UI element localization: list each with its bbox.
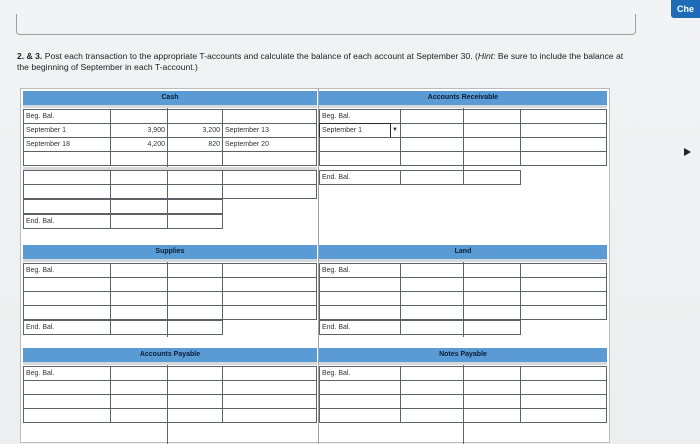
cash-row5-credit-label[interactable] [222, 184, 317, 199]
cash-end-bal-debit[interactable] [110, 214, 168, 229]
np-beg-bal-credit-label[interactable] [520, 366, 607, 381]
cash-row4-credit[interactable] [167, 170, 223, 185]
cash-end-bal-credit[interactable] [167, 214, 223, 229]
cash-row5-debit[interactable] [110, 184, 168, 199]
supplies-row1-credit[interactable] [167, 277, 223, 292]
land-row1-debit[interactable] [400, 277, 464, 292]
ap-row3-credit[interactable] [167, 408, 223, 423]
cash-row1-label[interactable]: September 1 [23, 123, 111, 138]
ap-beg-bal-credit[interactable] [167, 366, 223, 381]
ap-row1-credit-label[interactable] [222, 380, 317, 395]
ar-beg-bal-credit[interactable] [463, 109, 521, 124]
supplies-row1-credit-label[interactable] [222, 277, 317, 292]
land-row2-credit-label[interactable] [520, 291, 607, 306]
supplies-end-bal-debit[interactable] [110, 320, 168, 335]
ap-row2-debit[interactable] [110, 394, 168, 409]
land-band [319, 259, 607, 262]
land-end-bal-label[interactable]: End. Bal. [319, 320, 401, 335]
np-row2-debit[interactable] [400, 394, 464, 409]
ar-beg-bal-debit[interactable] [400, 109, 464, 124]
np-row2-credit-label[interactable] [520, 394, 607, 409]
ar-row3-label[interactable] [319, 151, 401, 166]
ar-row1-credit[interactable] [463, 123, 521, 138]
ar-row1-credit-label[interactable] [520, 123, 607, 138]
supplies-band [23, 259, 317, 262]
ap-band [23, 362, 317, 365]
supplies-end-bal-credit[interactable] [167, 320, 223, 335]
supplies-row2-label[interactable] [23, 291, 111, 306]
cash-row6-label[interactable] [23, 199, 111, 214]
cash-beg-bal-label[interactable]: Beg. Bal. [23, 109, 111, 124]
question-number: 2. & 3. [17, 51, 43, 61]
cash-row2-credit[interactable]: 820 [167, 137, 223, 152]
np-row2-label[interactable] [319, 394, 401, 409]
np-row1-credit[interactable] [463, 380, 521, 395]
cash-end-bal-label[interactable]: End. Bal. [23, 214, 111, 229]
cash-row1-credit-label[interactable]: September 13 [222, 123, 317, 138]
ar-beg-bal-label[interactable]: Beg. Bal. [319, 109, 401, 124]
cash-row3-label[interactable] [23, 151, 111, 166]
cash-row5-label[interactable] [23, 184, 111, 199]
cash-beg-bal-credit[interactable] [167, 109, 223, 124]
land-row3-credit[interactable] [463, 305, 521, 320]
supplies-beg-bal-label[interactable]: Beg. Bal. [23, 263, 111, 278]
ar-row3-debit[interactable] [400, 151, 464, 166]
notes-payable-header: Notes Payable [319, 348, 607, 362]
ar-row3-credit-label[interactable] [520, 151, 607, 166]
supplies-header: Supplies [23, 245, 317, 259]
cash-row1-debit[interactable]: 3,900 [110, 123, 168, 138]
hint-text: Be sure to include the balance at the beginning of September in each T-account.) [17, 51, 624, 72]
np-row2-credit[interactable] [463, 394, 521, 409]
cash-row4-label[interactable] [23, 170, 111, 185]
ap-row2-credit[interactable] [167, 394, 223, 409]
land-row1-credit[interactable] [463, 277, 521, 292]
instruction-body: Post each transaction to the appropriate T-accounts and calculate the balance of each account at September 30. ( [42, 51, 478, 61]
ap-beg-bal-credit-label[interactable] [222, 366, 317, 381]
ar-end-bal-debit[interactable] [400, 170, 464, 185]
land-end-bal-credit[interactable] [463, 320, 521, 335]
instruction-text [17, 51, 637, 73]
cash-row2-credit-label[interactable]: September 20 [222, 137, 317, 152]
supplies-row3-label[interactable] [23, 305, 111, 320]
supplies-beg-bal-credit-label[interactable] [222, 263, 317, 278]
check-button[interactable]: Che [671, 0, 700, 18]
land-row1-credit-label[interactable] [520, 277, 607, 292]
cash-row2-label[interactable]: September 18 [23, 137, 111, 152]
land-row2-credit[interactable] [463, 291, 521, 306]
accounts-receivable-header: Accounts Receivable [319, 91, 607, 105]
cash-row3-debit[interactable] [110, 151, 168, 166]
cash-row6-debit[interactable] [110, 199, 168, 214]
np-row1-credit-label[interactable] [520, 380, 607, 395]
cash-row4-credit-label[interactable] [222, 170, 317, 185]
cash-band [23, 105, 317, 108]
ar-beg-bal-credit-label[interactable] [520, 109, 607, 124]
np-beg-bal-label[interactable]: Beg. Bal. [319, 366, 401, 381]
land-beg-bal-label[interactable]: Beg. Bal. [319, 263, 401, 278]
cash-header: Cash [23, 91, 317, 105]
cash-row1-credit[interactable]: 3,200 [167, 123, 223, 138]
np-row1-label[interactable] [319, 380, 401, 395]
supplies-row3-debit[interactable] [110, 305, 168, 320]
cash-beg-bal-debit[interactable] [110, 109, 168, 124]
supplies-row2-credit-label[interactable] [222, 291, 317, 306]
land-beg-bal-credit[interactable] [463, 263, 521, 278]
ar-row1-debit[interactable] [400, 123, 464, 138]
ar-end-bal-label[interactable]: End. Bal. [319, 170, 401, 185]
supplies-row1-debit[interactable] [110, 277, 168, 292]
ap-row1-debit[interactable] [110, 380, 168, 395]
ar-row2-debit[interactable] [400, 137, 464, 152]
supplies-row1-label[interactable] [23, 277, 111, 292]
ar-row2-label[interactable] [319, 137, 401, 152]
np-row3-credit-label[interactable] [520, 408, 607, 423]
cash-row2-debit[interactable]: 4,200 [110, 137, 168, 152]
land-row3-credit-label[interactable] [520, 305, 607, 320]
ar-row2-credit[interactable] [463, 137, 521, 152]
ar-row3-credit[interactable] [463, 151, 521, 166]
ap-row1-credit[interactable] [167, 380, 223, 395]
np-band [319, 362, 607, 365]
ap-row3-debit[interactable] [110, 408, 168, 423]
ap-beg-bal-label[interactable]: Beg. Bal. [23, 366, 111, 381]
cursor-arrow-icon [684, 148, 691, 156]
ap-row3-credit-label[interactable] [222, 408, 317, 423]
land-row3-label[interactable] [319, 305, 401, 320]
supplies-beg-bal-debit[interactable] [110, 263, 168, 278]
supplies-row3-credit[interactable] [167, 305, 223, 320]
cash-row5-credit[interactable] [167, 184, 223, 199]
supplies-row2-debit[interactable] [110, 291, 168, 306]
land-header: Land [319, 245, 607, 259]
ap-row2-label[interactable] [23, 394, 111, 409]
cash-row4-debit[interactable] [110, 170, 168, 185]
cash-row6-credit[interactable] [167, 199, 223, 214]
previous-answer-box [16, 14, 636, 35]
np-row3-credit[interactable] [463, 408, 521, 423]
ap-beg-bal-debit[interactable] [110, 366, 168, 381]
land-beg-bal-debit[interactable] [400, 263, 464, 278]
cash-row3-credit-label[interactable] [222, 151, 317, 166]
land-row1-label[interactable] [319, 277, 401, 292]
ap-row3-label[interactable] [23, 408, 111, 423]
land-row2-debit[interactable] [400, 291, 464, 306]
cash-beg-bal-credit-label[interactable] [222, 109, 317, 124]
np-beg-bal-debit[interactable] [400, 366, 464, 381]
land-row2-label[interactable] [319, 291, 401, 306]
ar-end-bal-credit[interactable] [463, 170, 521, 185]
chevron-down-icon[interactable]: ▼ [391, 124, 399, 137]
accounts-payable-header: Accounts Payable [23, 348, 317, 362]
land-end-bal-debit[interactable] [400, 320, 464, 335]
np-row3-debit[interactable] [400, 408, 464, 423]
ar-row1-label-select[interactable]: September 1 [319, 123, 391, 138]
supplies-row3-credit-label[interactable] [222, 305, 317, 320]
cash-row3-credit[interactable] [167, 151, 223, 166]
np-row3-label[interactable] [319, 408, 401, 423]
np-row1-debit[interactable] [400, 380, 464, 395]
ar-row2-credit-label[interactable] [520, 137, 607, 152]
supplies-end-bal-label[interactable]: End. Bal. [23, 320, 111, 335]
land-row3-debit[interactable] [400, 305, 464, 320]
supplies-beg-bal-credit[interactable] [167, 263, 223, 278]
ar-band [319, 105, 607, 108]
hint-label: Hint: [477, 51, 496, 61]
supplies-row2-credit[interactable] [167, 291, 223, 306]
ap-row1-label[interactable] [23, 380, 111, 395]
t-accounts-sheet [20, 88, 610, 443]
np-beg-bal-credit[interactable] [463, 366, 521, 381]
ap-row2-credit-label[interactable] [222, 394, 317, 409]
land-beg-bal-credit-label[interactable] [520, 263, 607, 278]
